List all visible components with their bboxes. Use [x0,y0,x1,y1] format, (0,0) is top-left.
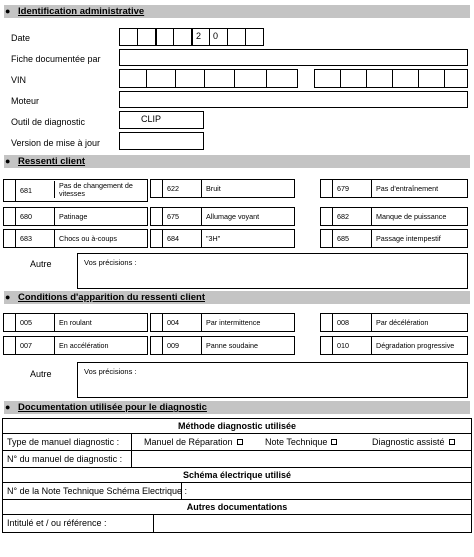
ressenti-text: Patinage [54,208,147,225]
section-title-documentation: Documentation utilisée pour le diagnostic [18,402,207,413]
moteur-field[interactable] [119,91,468,108]
checkbox[interactable] [4,208,16,225]
ressenti-text: Pas de changement de vitesses [54,181,147,198]
ressenti-text: Allumage voyant [201,208,294,225]
checkbox-icon[interactable] [331,439,337,445]
checkbox[interactable] [4,337,16,354]
condition-code: 005 [20,318,32,327]
ressenti-text: Manque de puissance [371,208,467,225]
checkbox-icon[interactable] [449,439,455,445]
checkbox[interactable] [151,208,163,225]
condition-code: 009 [167,341,179,350]
checkbox[interactable] [4,314,16,331]
date-divider [173,28,174,46]
date-digit: 0 [213,31,219,41]
condition-option[interactable] [3,336,148,355]
ressenti-code: 683 [20,234,32,243]
vin-divider [175,69,176,88]
bullet-icon: ● [5,402,11,412]
ressenti-text: Passage intempestif [371,230,467,247]
row-divider [153,515,154,532]
autre-label: Autre [30,369,52,379]
date-divider [155,28,157,46]
condition-text: En accélération [54,337,147,354]
condition-text: Panne soudaine [201,337,294,354]
intitule-label: Intitulé et / ou référence : [7,518,107,528]
type-manuel-label: Type de manuel diagnostic : [7,437,120,447]
num-note-label: N° de la Note Technique Schéma Electrique : [7,486,188,496]
section-title-conditions: Conditions d'apparition du ressenti client [18,292,205,303]
ressenti-option[interactable] [320,229,468,248]
precisions-label: Vos précisions : [84,258,137,267]
checkbox[interactable] [151,180,163,197]
autres-header: Autres documentations [3,500,471,515]
outil-field[interactable] [119,111,204,129]
condition-text: Dégradation progressive [371,337,467,354]
ressenti-option[interactable] [3,229,148,248]
checkbox[interactable] [321,208,333,225]
condition-code: 007 [20,341,32,350]
intitule-row[interactable] [3,515,471,532]
ressenti-code: 685 [337,234,349,243]
ressenti-option[interactable] [3,179,148,202]
vin-divider [392,69,393,88]
row-divider [131,451,132,467]
option-diagnostic-assiste[interactable] [372,434,455,451]
row-divider [131,434,132,450]
checkbox[interactable] [151,314,163,331]
condition-code: 004 [167,318,179,327]
row-divider [181,483,182,499]
option-note-technique[interactable] [265,434,337,451]
condition-code: 010 [337,341,349,350]
ressenti-text: Chocs ou à-coups [54,230,147,247]
ressenti-text: "3H" [201,230,294,247]
option-label: Manuel de Réparation [144,437,233,447]
checkbox[interactable] [321,230,333,247]
checkbox[interactable] [321,180,333,197]
autre-label: Autre [30,259,52,269]
condition-text: Par décélération [371,314,467,331]
bullet-icon: ● [5,156,11,166]
ressenti-precisions-field[interactable] [77,253,468,289]
date-divider [137,28,138,46]
section-title-ressenti: Ressenti client [18,156,86,167]
schema-header: Schéma électrique utilisé [3,468,471,483]
condition-option[interactable] [320,313,468,332]
moteur-label: Moteur [11,96,40,106]
num-note-row[interactable] [3,483,471,500]
ressenti-code: 680 [20,212,32,221]
num-manuel-label: N° du manuel de diagnostic : [7,454,123,464]
checkbox[interactable] [4,230,16,247]
ressenti-text: Bruit [201,180,294,197]
ressenti-option[interactable] [150,229,295,248]
ressenti-option[interactable] [150,179,295,198]
date-divider [227,28,228,46]
ressenti-code: 622 [167,184,179,193]
ressenti-option[interactable] [320,207,468,226]
checkbox[interactable] [4,180,16,201]
vin-divider [146,69,147,88]
type-manuel-row [3,434,471,451]
ressenti-option[interactable] [320,179,468,198]
ressenti-text: Pas d'entraînement [371,180,467,197]
condition-option[interactable] [3,313,148,332]
vin-divider [266,69,267,88]
fiche-field[interactable] [119,49,468,66]
checkbox[interactable] [321,337,333,354]
ressenti-option[interactable] [150,207,295,226]
checkbox[interactable] [321,314,333,331]
vin-divider [204,69,205,88]
condition-text: En roulant [54,314,147,331]
section-title-admin: Identification administrative [18,6,145,17]
ressenti-code: 682 [337,212,349,221]
ressenti-code: 684 [167,234,179,243]
vin-divider [418,69,419,88]
vin-label: VIN [11,75,27,85]
checkbox-icon[interactable] [237,439,243,445]
date-digit: 2 [196,31,202,41]
conditions-precisions-field[interactable] [77,362,468,398]
condition-option[interactable] [150,336,295,355]
ressenti-code: 679 [337,184,349,193]
vin-divider [444,69,445,88]
condition-code: 008 [337,318,349,327]
version-label: Version de mise à jour [11,138,101,148]
documentation-table [2,418,472,533]
ressenti-option[interactable] [3,207,148,226]
checkbox[interactable] [151,337,163,354]
ressenti-code: 675 [167,212,179,221]
fiche-label: Fiche documentée par [11,54,101,64]
date-label: Date [11,33,31,43]
num-manuel-row[interactable] [3,451,471,468]
vin-divider [340,69,341,88]
vin-divider [234,69,235,88]
date-divider [209,28,210,46]
option-label: Diagnostic assisté [372,437,445,447]
precisions-label: Vos précisions : [84,367,137,376]
vin-divider [366,69,367,88]
option-label: Note Technique [265,437,328,447]
outil-value: CLIP [141,114,162,124]
bullet-icon: ● [5,6,11,16]
outil-label: Outil de diagnostic [11,117,86,127]
checkbox[interactable] [151,230,163,247]
version-field[interactable] [119,132,204,150]
date-divider [245,28,246,46]
option-manuel-reparation[interactable] [144,434,243,451]
bullet-icon: ● [5,292,11,302]
condition-option[interactable] [150,313,295,332]
methode-header: Méthode diagnostic utilisée [3,419,471,434]
condition-text: Par intermittence [201,314,294,331]
ressenti-code: 681 [20,186,32,195]
date-divider [191,28,193,46]
condition-option[interactable] [320,336,468,355]
